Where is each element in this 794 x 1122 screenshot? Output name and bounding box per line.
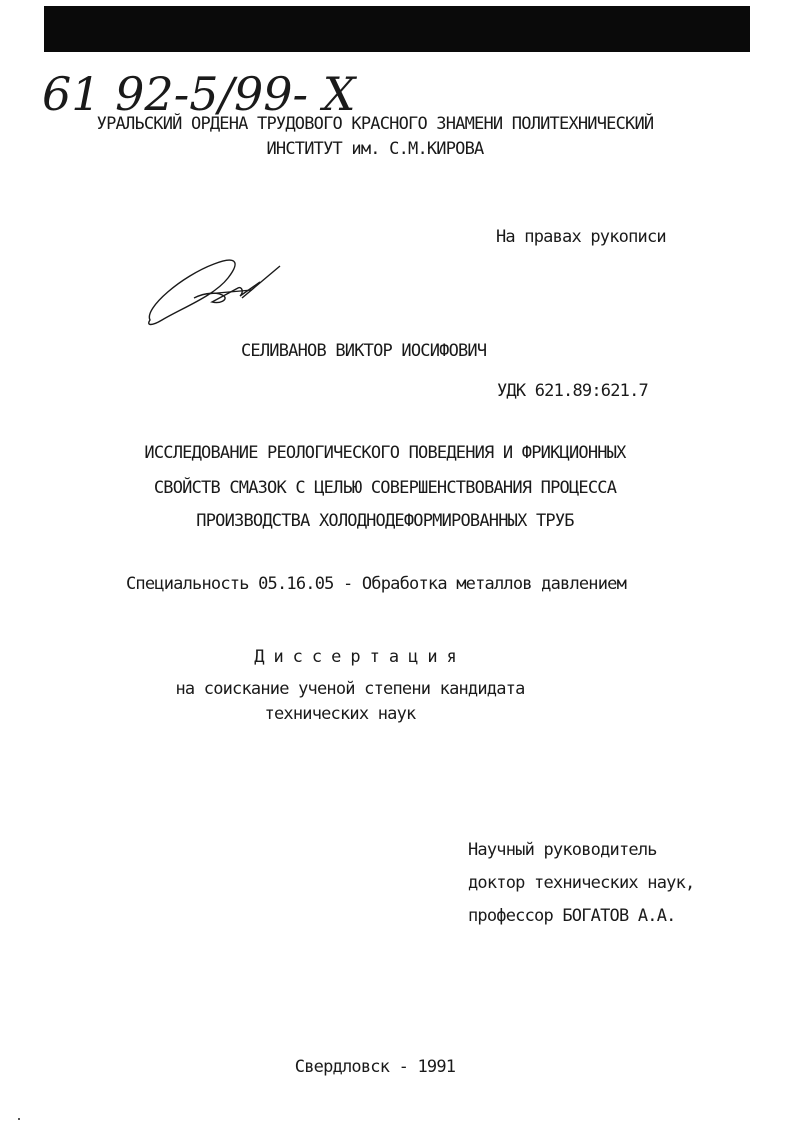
doc-type-label: Диссертация xyxy=(254,647,466,667)
scan-header-bar xyxy=(44,6,750,52)
specialty: Специальность 05.16.05 - Обработка металлов давлением xyxy=(126,574,627,594)
author-name: СЕЛИВАНОВ ВИКТОР ИОСИФОВИЧ xyxy=(241,341,487,361)
supervisor-line-2: доктор технических наук, xyxy=(468,873,695,893)
institute-line-1: УРАЛЬСКИЙ ОРДЕНА ТРУДОВОГО КРАСНОГО ЗНАМЕНИ ПОЛИТЕХНИЧЕСКИЙ xyxy=(96,114,654,134)
doc-type-line-1: на соискание ученой степени кандидата xyxy=(175,679,525,699)
rights-note: На правах рукописи xyxy=(496,227,666,247)
city-year: Свердловск - 1991 xyxy=(294,1057,456,1077)
doc-type-line-2: технических наук xyxy=(264,704,416,724)
archive-code-text: 61 92-5/99- X xyxy=(42,67,356,121)
scan-speck xyxy=(18,1118,20,1120)
title-line-2: СВОЙСТВ СМАЗОК С ЦЕЛЬЮ СОВЕРШЕНСТВОВАНИЯ ПРОЦЕССА xyxy=(153,478,617,498)
udk-code: УДК 621.89:621.7 xyxy=(497,381,648,401)
supervisor-line-3: профессор БОГАТОВ А.А. xyxy=(468,906,676,926)
title-line-3: ПРОИЗВОДСТВА ХОЛОДНОДЕФОРМИРОВАННЫХ ТРУБ xyxy=(196,511,574,531)
title-line-1: ИССЛЕДОВАНИЕ РЕОЛОГИЧЕСКОГО ПОВЕДЕНИЯ И ФРИКЦИОННЫХ xyxy=(144,443,626,463)
supervisor-line-1: Научный руководитель xyxy=(468,840,657,860)
institute-line-2: ИНСТИТУТ им. С.М.КИРОВА xyxy=(266,139,484,159)
author-signature xyxy=(142,248,292,330)
